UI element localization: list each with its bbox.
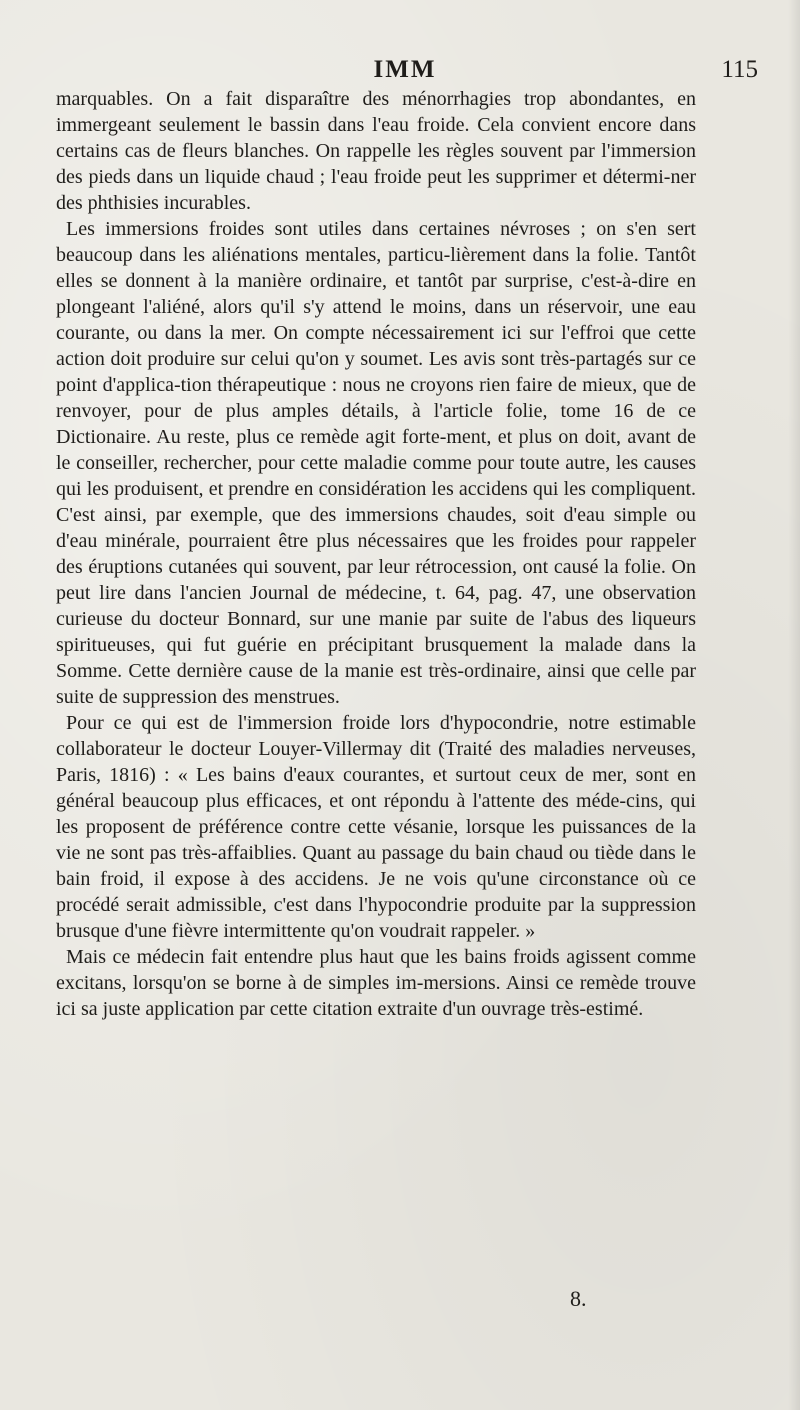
paragraph-3: Pour ce qui est de l'immersion froide lors d'hypocondrie, notre estimable collaborateur le docteur Louyer-Villermay dit (Traité des maladies nerveuses, Paris, 1816) : « Les bains d'eaux courantes, et surtout ceux de mer, sont en général beaucoup plus efficaces, et ont répondu à l'attente des méde-cins, qui les proposent de préférence contre cette vésanie, lorsque les puissances de la vie ne sont pas très-affaiblies. Quant au passage du bain chaud ou tiède dans le bain froid, il expose à des accidens. Je ne vois qu'une circonstance où ce procédé serait admissible, c'est dans l'hypocondrie produite par la suppression brusque d'une fièvre intermittente qu'on voudrait rappeler. »: [56, 712, 696, 942]
running-head: IMM: [373, 56, 437, 83]
signature-mark: 8.: [570, 1286, 587, 1311]
page-edge-shadow: [788, 0, 800, 1410]
paragraph-4: Mais ce médecin fait entendre plus haut que les bains froids agissent comme excitans, lorsqu'on se borne à de simples im-mersions. Ainsi ce remède trouve ici sa juste application par cette citation extraite d'un ouvrage très-estimé.: [56, 946, 696, 1020]
body-text: [56, 86, 696, 1022]
paragraph-2: Les immersions froides sont utiles dans certaines névroses ; on s'en sert beaucoup dans les aliénations mentales, particu-lièrement dans la folie. Tantôt elles se donnent à la manière ordinaire, et tantôt par surprise, c'est-à-dire en plongeant l'aliéné, alors qu'il s'y attend le moins, dans un réservoir, une eau courante, ou dans la mer. On compte nécessairement ici sur l'effroi que cette action doit produire sur celui qu'on y soumet. Les avis sont très-partagés sur ce point d'applica-tion thérapeutique : nous ne croyons rien faire de mieux, que de renvoyer, pour de plus amples détails, à l'article folie, tome 16 de ce Dictionaire. Au reste, plus ce remède agit forte-ment, et plus on doit, avant de le conseiller, rechercher, pour cette maladie comme pour toute autre, les causes qui les produisent, et prendre en considération les accidens qui les compliquent. C'est ainsi, par exemple, que des immersions chaudes, soit d'eau simple ou d'eau minérale, pourraient être plus nécessaires que les froides pour rappeler des éruptions cutanées qui souvent, par leur rétrocession, ont causé la folie. On peut lire dans l'ancien Journal de médecine, t. 64, pag. 47, une observation curieuse du docteur Bonnard, sur une manie par suite de l'abus des liqueurs spiritueuses, qui fut guérie en précipitant brusquement la malade dans la Somme. Cette dernière cause de la manie est très-ordinaire, ainsi que celle par suite de suppression des menstrues.: [56, 218, 696, 708]
paragraph-1: marquables. On a fait disparaître des ménorrhagies trop abondantes, en immergeant seulement le bassin dans l'eau froide. Cela convient encore dans certains cas de fleurs blanches. On rappelle les règles souvent par l'immersion des pieds dans un liquide chaud ; l'eau froide peut les supprimer et détermi-ner des phthisies incurables.: [56, 88, 696, 214]
page-number: 115: [721, 56, 758, 83]
page-header: [52, 56, 758, 90]
